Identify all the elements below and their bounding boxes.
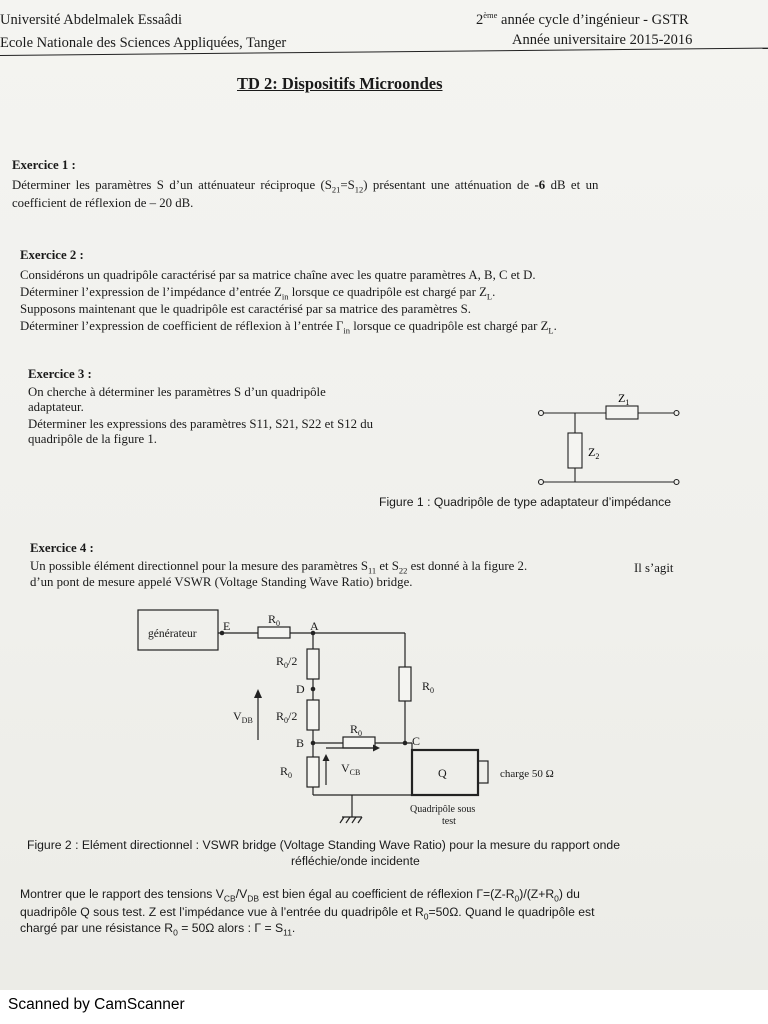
ex3-line-4: quadripôle de la figure 1. bbox=[28, 432, 157, 446]
header-academic-year: Année universitaire 2015-2016 bbox=[512, 32, 693, 48]
fig1-z1-label: $Z_1$ bbox=[618, 391, 630, 407]
ex2-line-3: Supposons maintenant que le quadripôle est caractérisé par sa matrice des paramètres S. bbox=[20, 302, 471, 316]
fig2-resistor-r02-top bbox=[307, 649, 319, 679]
fig2-resistor-r02-bottom bbox=[307, 700, 319, 730]
fig2-resistor-r0-bottom bbox=[307, 757, 319, 787]
ex2-line-1: Considérons un quadripôle caractérisé par sa matrice chaîne avec les quatre paramètres A, B, C et D. bbox=[20, 268, 536, 282]
fig2-label-c: C bbox=[412, 734, 421, 748]
final-line-1: Montrer que le rapport des tensions $V_{CB}/V_{DB}$ est bien égal au coefficient de réflexion $\Gamma=(Z-R_0)/(Z+R_0)$ du bbox=[20, 887, 580, 904]
figure-1-circuit bbox=[530, 388, 700, 498]
fig2-label-vdb: $V_{DB}$ bbox=[233, 709, 253, 725]
figure-2-circuit bbox=[130, 605, 580, 830]
ex4-heading: Exercice 4 : bbox=[30, 541, 94, 555]
fig2-node-d bbox=[311, 687, 316, 692]
fig1-port-in-bottom bbox=[539, 480, 544, 485]
fig1-z2-label: $Z_2$ bbox=[588, 445, 600, 461]
fig1-port-out-bottom bbox=[674, 480, 679, 485]
fig2-label-quad-2: test bbox=[442, 816, 456, 827]
figure-1-caption: Figure 1 : Quadripôle de type adaptateur d’impédance bbox=[379, 495, 672, 509]
page-title: TD 2: Dispositifs Microondes bbox=[237, 74, 443, 93]
fig2-label-load: charge 50 Ω bbox=[500, 768, 554, 780]
header-university: Université Abdelmalek Essaâdi bbox=[0, 12, 183, 28]
fig2-label-a: A bbox=[310, 619, 319, 633]
fig2-node-b bbox=[311, 741, 316, 746]
fig2-resistor-r0-top bbox=[258, 627, 290, 638]
fig2-label-r0-right: $R_0$ bbox=[422, 679, 435, 695]
fig2-label-vcb: $V_{CB}$ bbox=[341, 761, 361, 777]
fig2-label-r0-bottom: $R_0$ bbox=[280, 764, 293, 780]
ex1-heading: Exercice 1 : bbox=[12, 158, 76, 172]
ex3-line-1: On cherche à déterminer les paramètres S d’un quadripôle bbox=[28, 385, 326, 399]
ex4-line-1-end: Il s’agit bbox=[634, 561, 674, 575]
ex3-heading: Exercice 3 : bbox=[28, 367, 92, 381]
fig2-label-r02-bottom: $R_0/2$ bbox=[276, 709, 298, 725]
ex1-line-1: Déterminer les paramètres S d’un atténuateur réciproque $(S_{21}=S_{12})$ présentant une atténuation de -6 dB et un bbox=[12, 178, 599, 195]
fig2-generator-label: générateur bbox=[148, 628, 197, 640]
ex4-line-1: Un possible élément directionnel pour la mesure des paramètres $S_{11}$ et $S_{22}$ est donné à la figure 2. bbox=[30, 559, 528, 576]
fig2-resistor-r0-right bbox=[399, 667, 411, 701]
fig1-resistor-z2 bbox=[568, 433, 582, 468]
figure-2-caption-line-1: Figure 2 : Elément directionnel : VSWR bridge (Voltage Standing Wave Ratio) pour la mesure du rapport onde bbox=[27, 838, 620, 852]
ex2-heading: Exercice 2 : bbox=[20, 248, 84, 262]
fig2-label-e: E bbox=[223, 619, 231, 633]
header-school: Ecole Nationale des Sciences Appliquées, Tanger bbox=[0, 35, 287, 51]
fig2-label-d: D bbox=[296, 682, 305, 696]
fig2-resistor-r0-bridge bbox=[343, 737, 375, 748]
fig2-label-r02-top: $R_0/2$ bbox=[276, 654, 298, 670]
ex3-line-3: Déterminer les expressions des paramètres S11, S21, S22 et S12 du bbox=[28, 417, 373, 431]
ex1-line-2: coefficient de réflexion de – 20 dB. bbox=[12, 196, 194, 210]
fig1-port-out-top bbox=[674, 411, 679, 416]
scanner-watermark: Scanned by CamScanner bbox=[8, 996, 185, 1013]
fig2-node-c bbox=[403, 741, 408, 746]
fig1-port-in-top bbox=[539, 411, 544, 416]
fig1-resistor-z1 bbox=[606, 406, 638, 419]
header-year: 2ème année cycle d’ingénieur - GSTR bbox=[476, 10, 689, 28]
fig2-label-quad-1: Quadripôle sous bbox=[410, 804, 476, 815]
final-line-3: chargé par une résistance $R_0 = 50\Omega$ alors : $\Gamma = S_{11}$. bbox=[20, 921, 296, 938]
fig2-label-r0-top: $R_0$ bbox=[268, 612, 281, 628]
figure-2-caption-line-2: réfléchie/onde incidente bbox=[291, 854, 420, 868]
ex4-line-2: d’un pont de mesure appelé VSWR (Voltage Standing Wave Ratio) bridge. bbox=[30, 575, 413, 589]
fig2-load bbox=[478, 761, 488, 783]
ex2-line-2: Déterminer l’expression de l’impédance d’entrée $Z_{in}$ lorsque ce quadripôle est chargé par $Z_L$. bbox=[20, 285, 496, 302]
ex2-line-4: Déterminer l’expression de coefficient de réflexion à l’entrée $\Gamma_{in}$ lorsque ce quadripôle est chargé par $Z_L$. bbox=[20, 319, 557, 336]
fig2-label-r0-bridge: $R_0$ bbox=[350, 722, 363, 738]
ex3-line-2: adaptateur. bbox=[28, 400, 84, 414]
final-line-2: quadripôle Q sous test. Z est l’impédance vue à l’entrée du quadripôle et $R_0=50\Omega$. Quand le quadripôle est bbox=[20, 905, 595, 922]
fig2-label-q: Q bbox=[438, 766, 447, 780]
fig2-label-b: B bbox=[296, 736, 305, 750]
